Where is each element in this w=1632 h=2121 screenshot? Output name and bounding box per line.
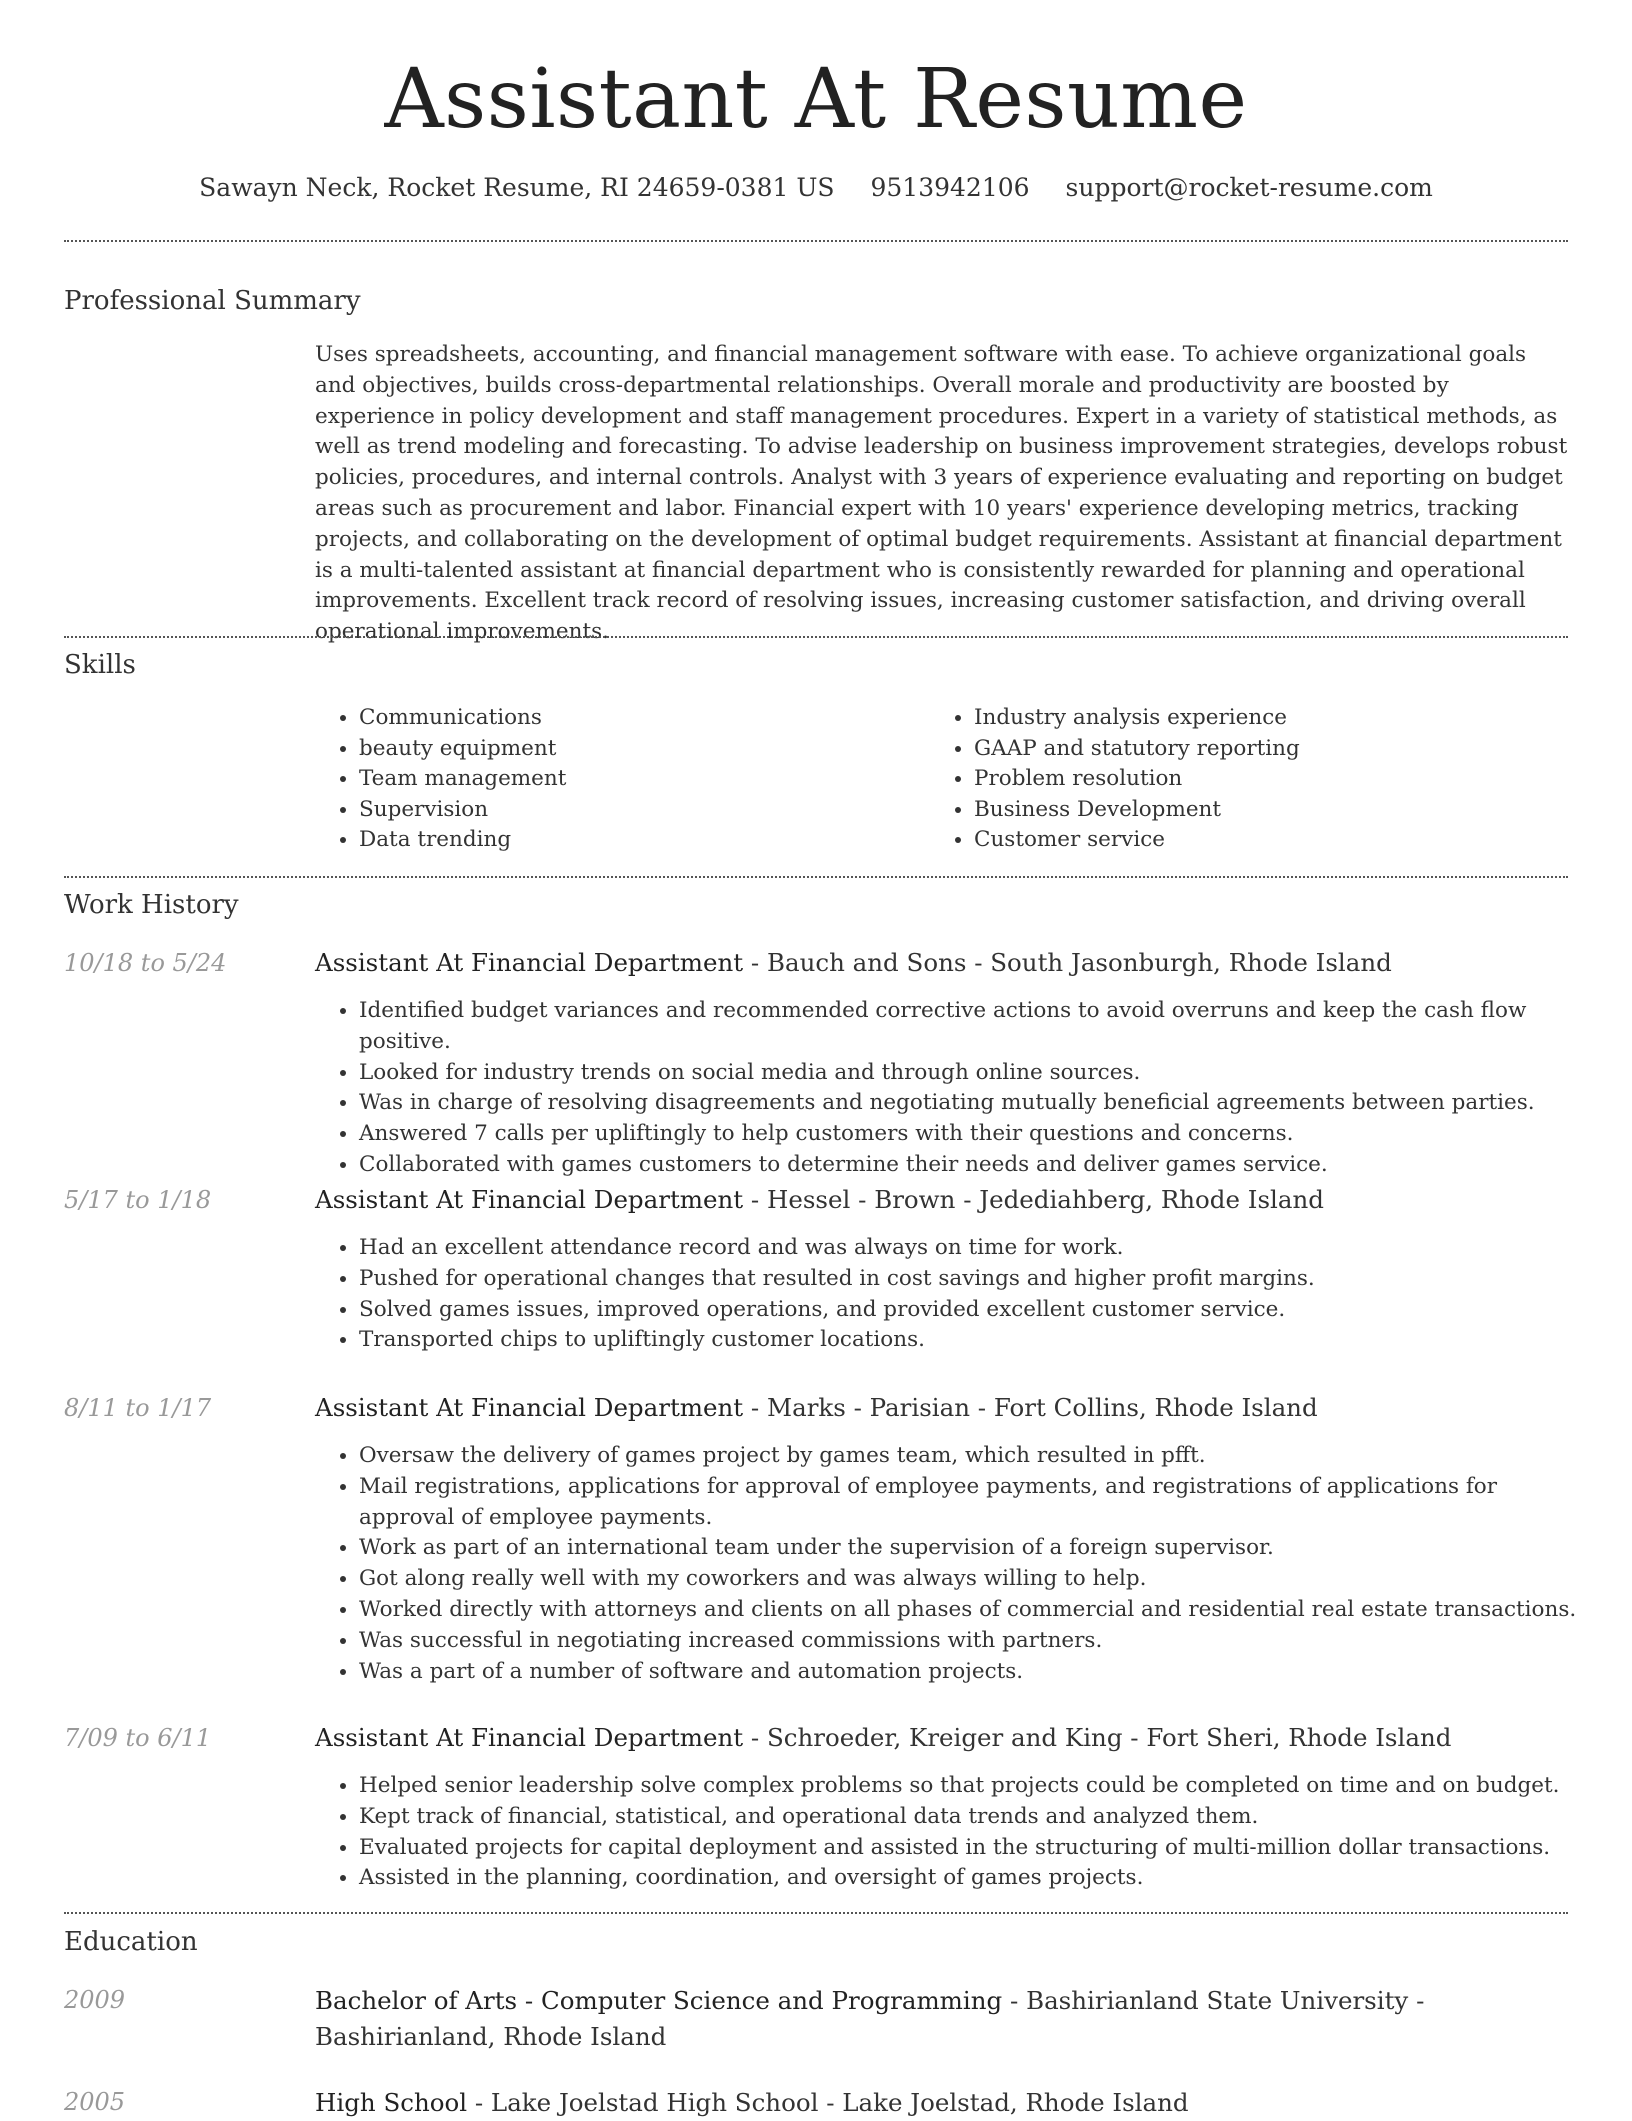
job-bullet: • Transported chips to upliftingly customer locations. [359, 1325, 1589, 1356]
job-dates: 8/11 to 1/17 [64, 1394, 212, 1422]
job-bullet: • Got along really well with my coworkers and was always willing to help. [359, 1564, 1589, 1595]
job-details: - Marks - Parisian - Fort Collins, Rhode Island [743, 1393, 1318, 1422]
section-title-education: Education [64, 1927, 198, 1957]
divider [64, 636, 1568, 638]
education-details: - Lake Joelstad High School - Lake Joelstad, Rhode Island [467, 2088, 1189, 2117]
job-dates: 7/09 to 6/11 [64, 1724, 212, 1752]
skill-item: • beauty equipment [359, 734, 566, 765]
contact-email: support@rocket-resume.com [1065, 173, 1433, 202]
section-title-work: Work History [64, 890, 239, 920]
job-details: - Hessel - Brown - Jedediahberg, Rhode Island [743, 1185, 1324, 1214]
skill-item: • Team management [359, 764, 566, 795]
skill-item: • GAAP and statutory reporting [974, 734, 1300, 765]
contact-line [0, 170, 1632, 206]
job-bullets [315, 1441, 1589, 1687]
job-heading [315, 1391, 1570, 1425]
contact-phone: 9513942106 [870, 173, 1030, 202]
job-bullet: • Kept track of financial, statistical, and operational data trends and analyzed them. [359, 1802, 1589, 1833]
divider [64, 1912, 1568, 1914]
contact-address: Sawayn Neck, Rocket Resume, RI 24659-0381 US [199, 173, 835, 202]
job-bullet: • Oversaw the delivery of games project by games team, which resulted in pfft. [359, 1441, 1589, 1472]
section-title-summary: Professional Summary [64, 286, 361, 316]
job-bullet: • Collaborated with games customers to determine their needs and deliver games service. [359, 1150, 1589, 1181]
job-heading [315, 1721, 1570, 1755]
job-bullets [315, 1771, 1589, 1894]
job-dates: 10/18 to 5/24 [64, 949, 227, 977]
education-heading [315, 2085, 1570, 2121]
education-year: 2009 [64, 1986, 126, 2014]
job-bullet: • Solved games issues, improved operations, and provided excellent customer service. [359, 1295, 1589, 1326]
job-details: - Schroeder, Kreiger and King - Fort Sheri, Rhode Island [743, 1723, 1452, 1752]
job-title: Assistant At Financial Department [315, 1393, 744, 1422]
job-bullets [315, 1233, 1589, 1356]
job-bullet: • Evaluated projects for capital deployment and assisted in the structuring of multi-million dollar transactions. [359, 1833, 1589, 1864]
skill-item: • Data trending [359, 825, 566, 856]
job-heading [315, 946, 1570, 980]
job-dates: 5/17 to 1/18 [64, 1186, 212, 1214]
job-bullet: • Answered 7 calls per upliftingly to help customers with their questions and concerns. [359, 1119, 1589, 1150]
education-heading [315, 1983, 1570, 2055]
skills-list-left [315, 703, 566, 856]
skill-item: • Customer service [974, 825, 1300, 856]
job-bullet: • Work as part of an international team under the supervision of a foreign supervisor. [359, 1533, 1589, 1564]
job-bullet: • Had an excellent attendance record and was always on time for work. [359, 1233, 1589, 1264]
skill-item: • Supervision [359, 795, 566, 826]
job-bullet: • Identified budget variances and recommended corrective actions to avoid overruns and keep the cash flow positive. [359, 996, 1589, 1058]
job-bullet: • Mail registrations, applications for approval of employee payments, and registrations of applications for approval of employee payments. [359, 1472, 1589, 1534]
job-bullet: • Worked directly with attorneys and clients on all phases of commercial and residential real estate transactions. [359, 1595, 1589, 1626]
education-year: 2005 [64, 2088, 126, 2116]
job-bullets [315, 996, 1589, 1181]
summary-text: Uses spreadsheets, accounting, and financial management software with ease. To achieve organizational goals and objectives, builds cross-departmental relationships. Overall morale and productivity are boosted by experience in policy development and staff management procedures. Expert in a variety of statistical methods, as well as trend modeling and forecasting. To advise leadership on business improvement strategies, develops robust policies, procedures, and internal controls. Analyst with 3 years of experience evaluating and reporting on budget areas such as procurement and labor. Financial expert with 10 years' experience developing metrics, tracking projects, and collaborating on the development of optimal budget requirements. Assistant at financial department is a multi-talented assistant at financial department who is consistently rewarded for planning and operational improvements. Excellent track record of resolving issues, increasing customer satisfaction, and driving overall operational improvements. [315, 342, 1568, 645]
job-bullet: • Looked for industry trends on social media and through online sources. [359, 1058, 1589, 1089]
education-details: - Bashirianland State University - Bashirianland, Rhode Island [315, 1986, 1425, 2051]
skill-item: • Problem resolution [974, 764, 1300, 795]
job-title: Assistant At Financial Department [315, 1723, 744, 1752]
divider [64, 240, 1568, 242]
job-bullet: • Was successful in negotiating increased commissions with partners. [359, 1626, 1589, 1657]
job-title: Assistant At Financial Department [315, 948, 744, 977]
job-heading [315, 1183, 1570, 1217]
job-bullet: • Helped senior leadership solve complex problems so that projects could be completed on time and on budget. [359, 1771, 1589, 1802]
job-details: - Bauch and Sons - South Jasonburgh, Rhode Island [743, 948, 1392, 977]
skill-item: • Business Development [974, 795, 1300, 826]
skills-list-right [930, 703, 1300, 856]
resume-name: Assistant At Resume [384, 52, 1248, 147]
skill-item: • Communications [359, 703, 566, 734]
job-bullet: • Assisted in the planning, coordination, and oversight of games projects. [359, 1863, 1589, 1894]
job-title: Assistant At Financial Department [315, 1185, 744, 1214]
section-title-skills: Skills [64, 650, 136, 680]
job-bullet: • Was in charge of resolving disagreements and negotiating mutually beneficial agreements between parties. [359, 1088, 1589, 1119]
job-bullet: • Pushed for operational changes that resulted in cost savings and higher profit margins. [359, 1264, 1589, 1295]
job-bullet: • Was a part of a number of software and automation projects. [359, 1657, 1589, 1688]
divider [64, 876, 1568, 878]
education-degree: High School [315, 2088, 468, 2117]
skill-item: • Industry analysis experience [974, 703, 1300, 734]
education-degree: Bachelor of Arts - Computer Science and Programming [315, 1986, 1003, 2015]
